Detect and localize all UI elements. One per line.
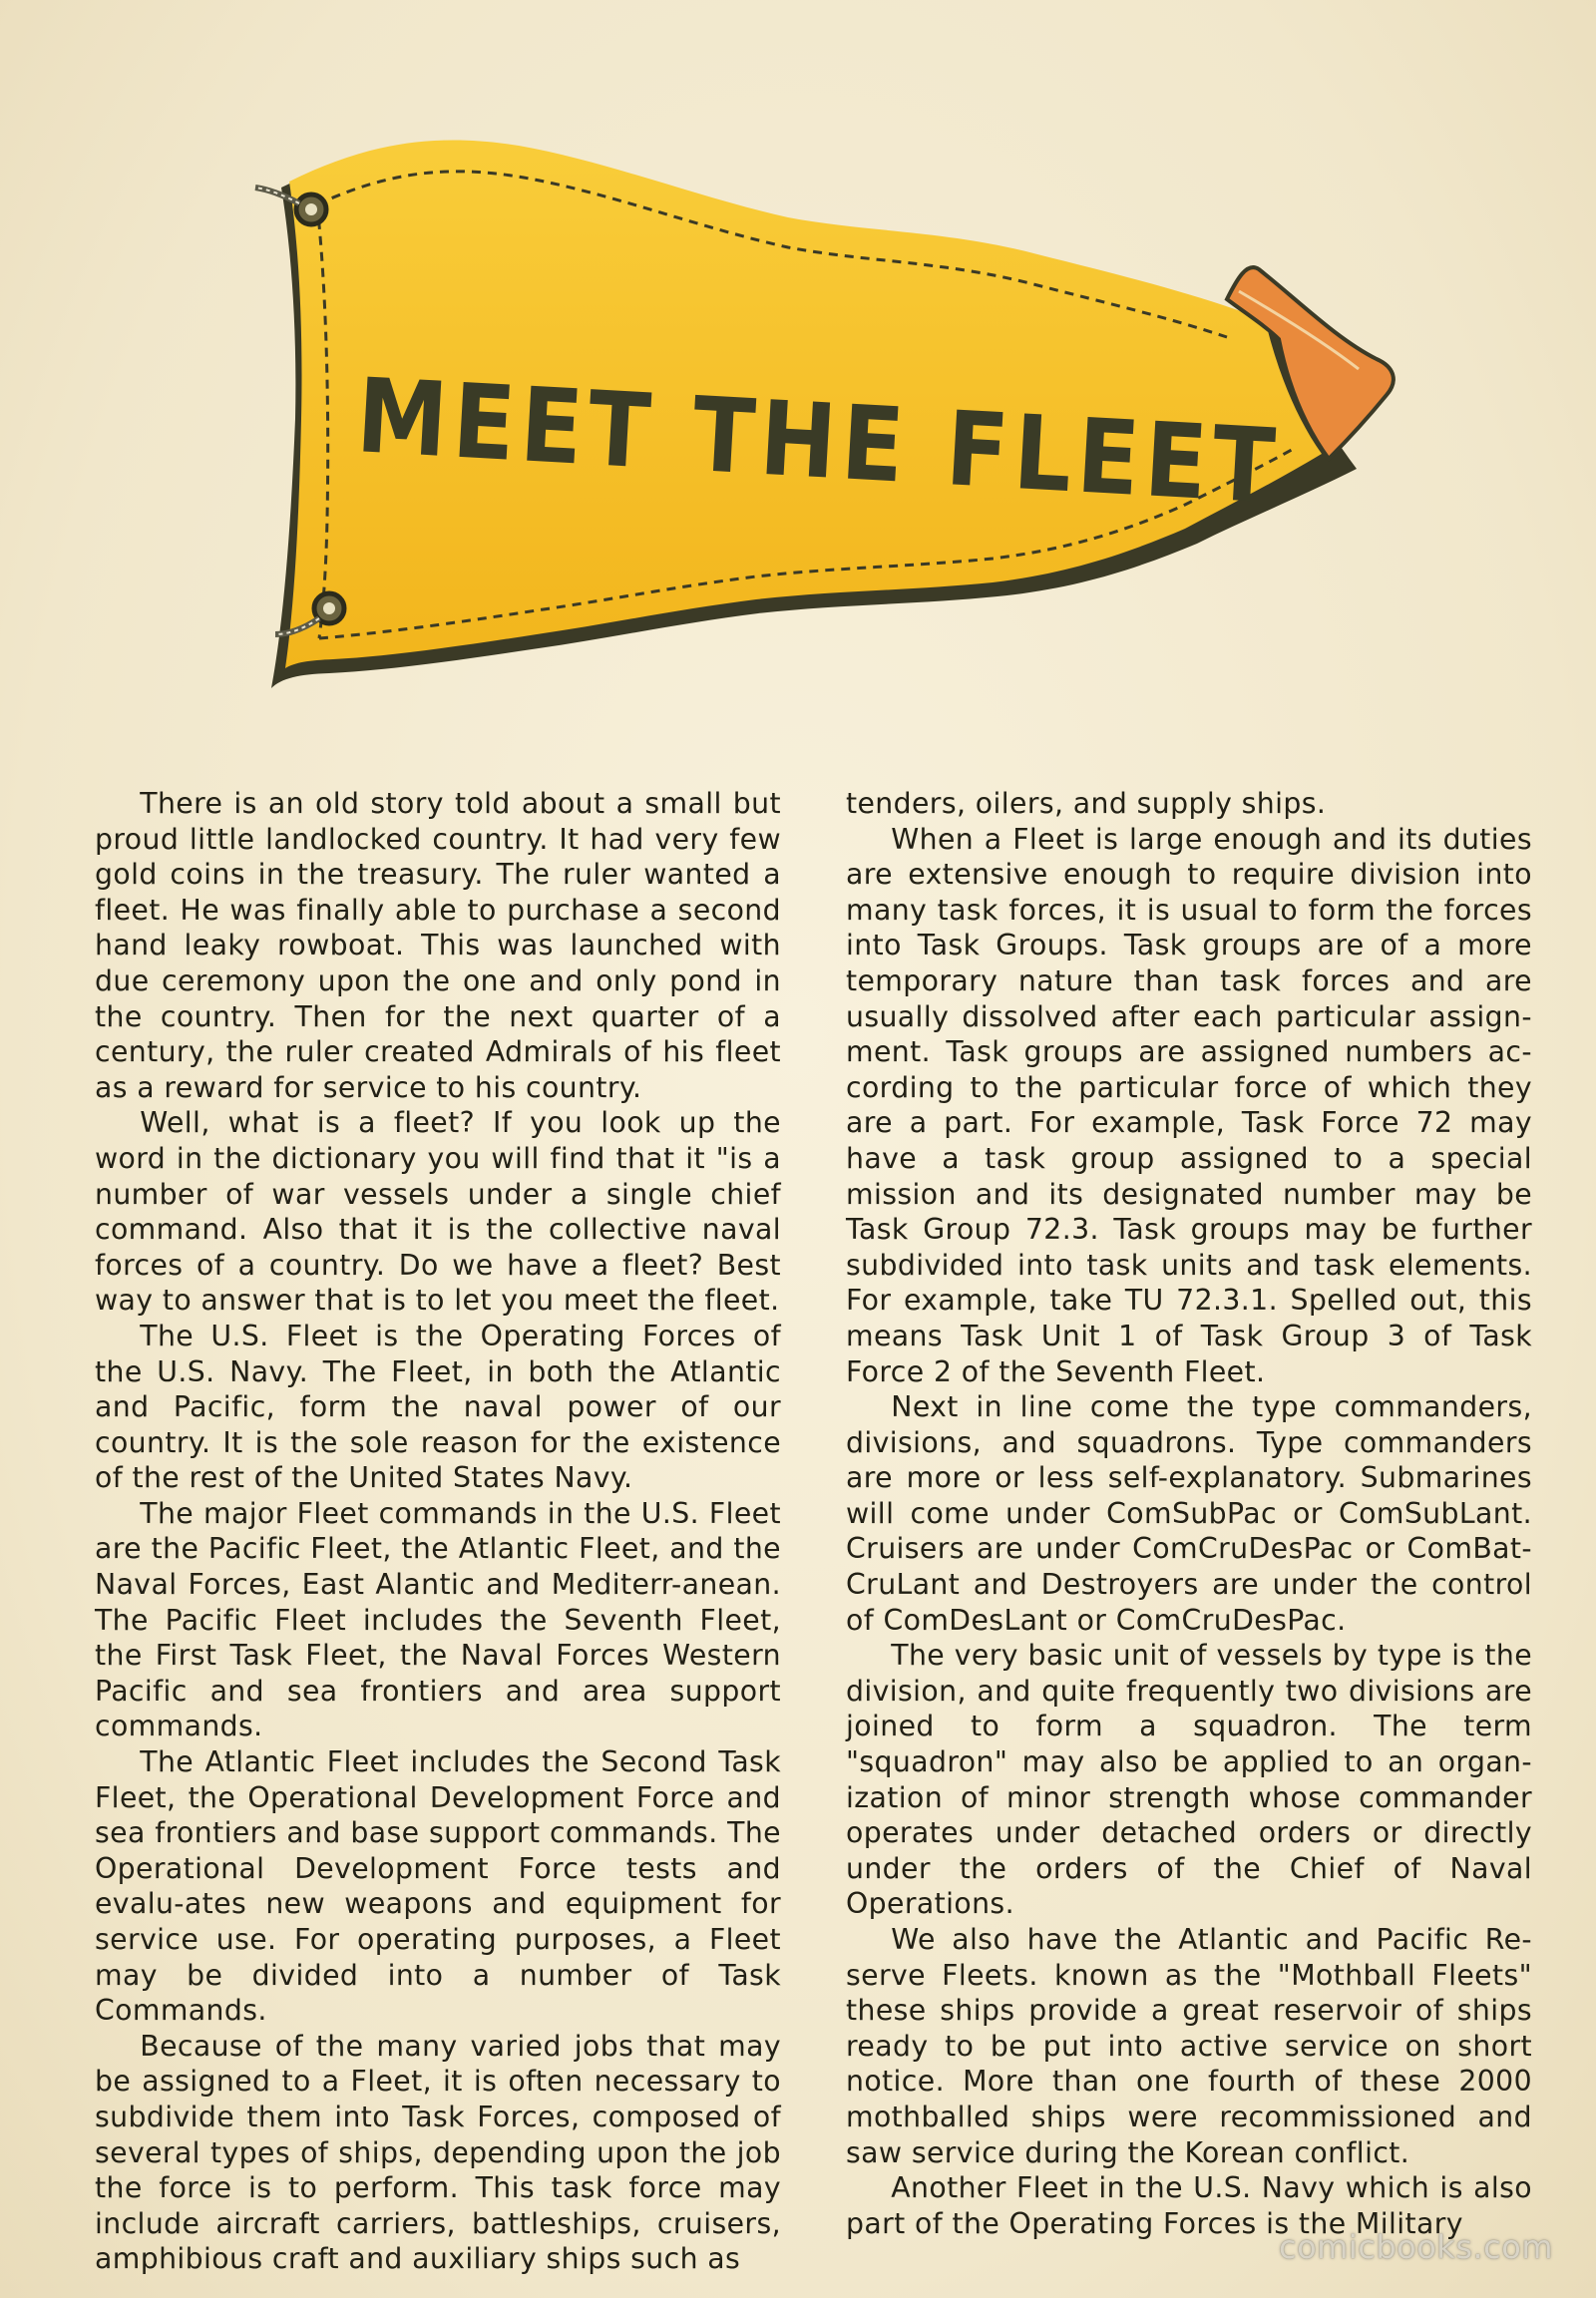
article-paragraph: The major Fleet commands in the U.S. Fleet are the Pacific Fleet, the Atlantic Fleet, and the Naval Forces, East Alantic and Mediterr-anean. The Pacific Fleet includes the Seventh Fleet, the First Task Fleet, the Naval Forces Western Pacific and sea frontiers and area support commands. <box>95 1496 781 1743</box>
article-paragraph: The Atlantic Fleet includes the Second Task Fleet, the Operational Development Force and sea frontiers and base support commands. The Operational Development Force tests and evalu-ates new weapons and equipment for service use. For operating purposes, a Fleet may be divided into a number of Task Commands. <box>95 1745 781 2028</box>
pennant-banner <box>0 0 1596 778</box>
article-paragraph: There is an old story told about a small but proud little landlocked country. It had very few gold coins in the treasury. The ruler wanted a fleet. He was finally able to purchase a second hand leaky rowboat. This was launched with due ceremony upon the one and only pond in the country. Then for the next quarter of a century, the ruler created Admirals of his fleet as a reward for service to his country. <box>95 787 781 1104</box>
article-paragraph: Well, what is a fleet? If you look up the word in the dictionary you will find that it "is a number of war vessels under a single chief command. Also that it is the collective naval forces of a country. Do we have a fleet? Best way to answer that is to let you meet the fleet. <box>95 1106 781 1318</box>
article-paragraph: The very basic unit of vessels by type is the division, and quite frequently two divisions are joined to form a squadron. The term "squadron" may also be applied to an organ-ization of minor strength whose commander operates under detached orders or directly under the orders of the Chief of Naval Operations. <box>846 1639 1532 1921</box>
article-right-column <box>846 786 1532 2241</box>
article-paragraph: Because of the many varied jobs that may be assigned to a Fleet, it is often necessary to subdivide them into Task Forces, composed of several types of ships, depending upon the job the force is to perform. This task force may include aircraft carriers, battleships, cruisers, amphibious craft and auxiliary ships such as <box>95 2029 781 2276</box>
article-paragraph: The U.S. Fleet is the Operating Forces of the U.S. Navy. The Fleet, in both the Atlantic and Pacific, form the naval power of our country. It is the sole reason for the existence of the rest of the United States Navy. <box>95 1319 781 1495</box>
article-paragraph: We also have the Atlantic and Pacific Re-serve Fleets. known as the "Mothball Fleets" these ships provide a great reservoir of ships ready to be put into active service on short notice. More than one fourth of these 2000 mothballed ships were recommissioned and saw service during the Korean conflict. <box>846 1923 1532 2169</box>
article-paragraph: When a Fleet is large enough and its duties are extensive enough to require division into many task forces, it is usual to form the forces into Task Groups. Task groups are of a more temporary nature than task forces and are usually dissolved after each particular assign-ment. Task groups are assigned numbers ac-cording to the particular force of which they are a part. For example, Task Force 72 may have a task group assigned to a special mission and its designated number may be Task Group 72.3. Task groups may be further subdivided into task units and task elements. For example, take TU 72.3.1. Spelled out, this means Task Unit 1 of Task Group 3 of Task Force 2 of the Seventh Fleet. <box>846 822 1532 1388</box>
banner-title: MEET THE FLEET <box>353 355 1284 528</box>
watermark: comicbooks.com <box>1279 2228 1554 2266</box>
article-paragraph-continuation: tenders, oilers, and supply ships. <box>846 787 1327 820</box>
article-paragraph: Next in line come the type commanders, divisions, and squadrons. Type commanders are more or less self-explanatory. Submarines will come under ComSubPac or ComSubLant. Cruisers are under ComCruDesPac or ComBat-CruLant and Destroyers are under the control of ComDesLant or ComCruDesPac. <box>846 1390 1532 1637</box>
article-left-column <box>95 786 781 2277</box>
article-paragraph: Another Fleet in the U.S. Navy which is also part of the Operating Forces is the Military <box>846 2171 1532 2240</box>
